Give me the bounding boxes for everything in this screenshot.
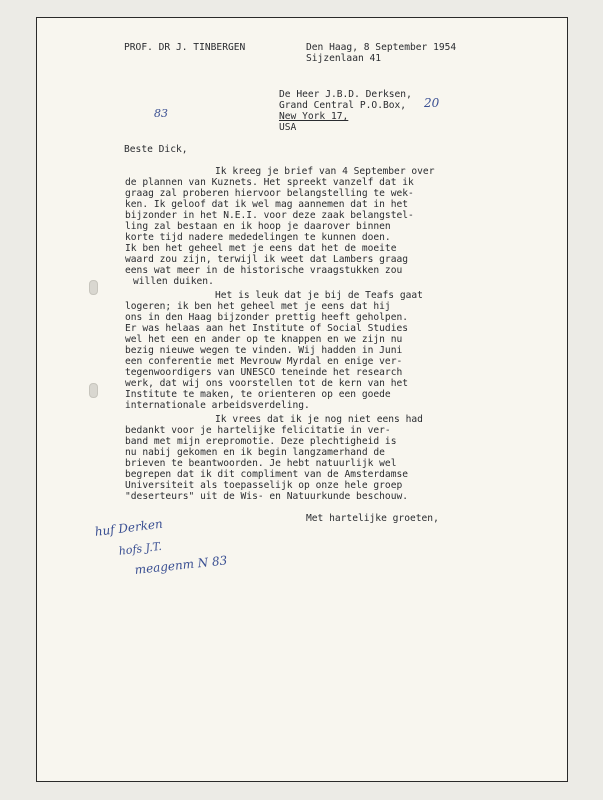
body-line: logeren; ik ben het geheel met je eens dat hij [125, 301, 391, 312]
place-date: Den Haag, 8 September 1954 [306, 42, 457, 53]
body-line: ling zal bestaan en ik hoop je daarover binnen [125, 221, 391, 232]
body-line: korte tijd nadere mededelingen te kunnen doen. [125, 232, 391, 243]
body-line: Universiteit als toepasselijk op onze hele groep [125, 480, 403, 491]
body-line: werk, dat wij ons voorstellen tot de kern van het [125, 378, 409, 389]
body-line: Ik ben het geheel met je eens dat het de moeite [125, 243, 397, 254]
body-line: band met mijn erepromotie. Deze plechtigheid is [125, 436, 397, 447]
body-line: eens wat meer in de historische vraagstukken zou [125, 265, 403, 276]
recipient-address: Grand Central P.O.Box, [279, 100, 407, 111]
margin-note-line: huf Derken [94, 516, 164, 539]
body-line: graag zal proberen hiervoor belangstelling te wek- [125, 188, 414, 199]
body-line: willen duiken. [133, 276, 214, 287]
body-line: internationale arbeidsverdeling. [125, 400, 310, 411]
sender-street: Sijzenlaan 41 [306, 53, 382, 64]
sender-name: PROF. DR J. TINBERGEN [124, 42, 246, 53]
closing: Met hartelijke groeten, [306, 513, 439, 524]
body-line: ken. Ik geloof dat ik wel mag aannemen dat in het [125, 199, 409, 210]
body-line: Het is leuk dat je bij de Teafs gaat [215, 290, 423, 301]
handwritten-ref-number: 83 [154, 107, 168, 120]
body-line: bezig nieuwe wegen te vinden. Wij hadden in Juni [125, 345, 403, 356]
margin-note-line: meagenm N 83 [134, 553, 228, 577]
handwritten-box-number: 20 [424, 96, 440, 110]
body-line: de plannen van Kuznets. Het spreekt vanzelf dat ik [125, 177, 414, 188]
body-line: waard zou zijn, terwijl ik weet dat Lambers graag [125, 254, 409, 265]
body-line: Er was helaas aan het Institute of Social Studies [125, 323, 409, 334]
body-line: bedankt voor je hartelijke felicitatie in ver- [125, 425, 391, 436]
recipient-city: New York 17, [279, 111, 349, 122]
body-line: wel het een en ander op te knappen en we zijn nu [125, 334, 403, 345]
punch-hole [89, 280, 98, 295]
body-line: brieven te beantwoorden. Je hebt natuurlijk wel [125, 458, 397, 469]
body-line: "deserteurs" uit de Wis- en Natuurkunde beschouw. [125, 491, 409, 502]
recipient-name: De Heer J.B.D. Derksen, [279, 89, 412, 100]
body-line: Institute te maken, te orienteren op een goede [125, 389, 391, 400]
recipient-country: USA [279, 122, 297, 133]
salutation: Beste Dick, [124, 144, 188, 155]
body-line: begrepen dat ik dit compliment van de Amsterdamse [125, 469, 409, 480]
body-line: nu nabij gekomen en ik begin langzamerhand de [125, 447, 385, 458]
punch-hole [89, 383, 98, 398]
margin-note-line: hofs J.T. [118, 539, 163, 558]
body-line: Ik vrees dat ik je nog niet eens had [215, 414, 423, 425]
body-line: een conferentie met Mevrouw Myrdal en enige ver- [125, 356, 403, 367]
body-line: bijzonder in het N.E.I. voor deze zaak belangstel- [125, 210, 414, 221]
body-line: Ik kreeg je brief van 4 September over [215, 166, 435, 177]
body-line: tegenwoordigers van UNESCO teneinde het research [125, 367, 403, 378]
body-line: ons in den Haag bijzonder prettig heeft geholpen. [125, 312, 409, 323]
